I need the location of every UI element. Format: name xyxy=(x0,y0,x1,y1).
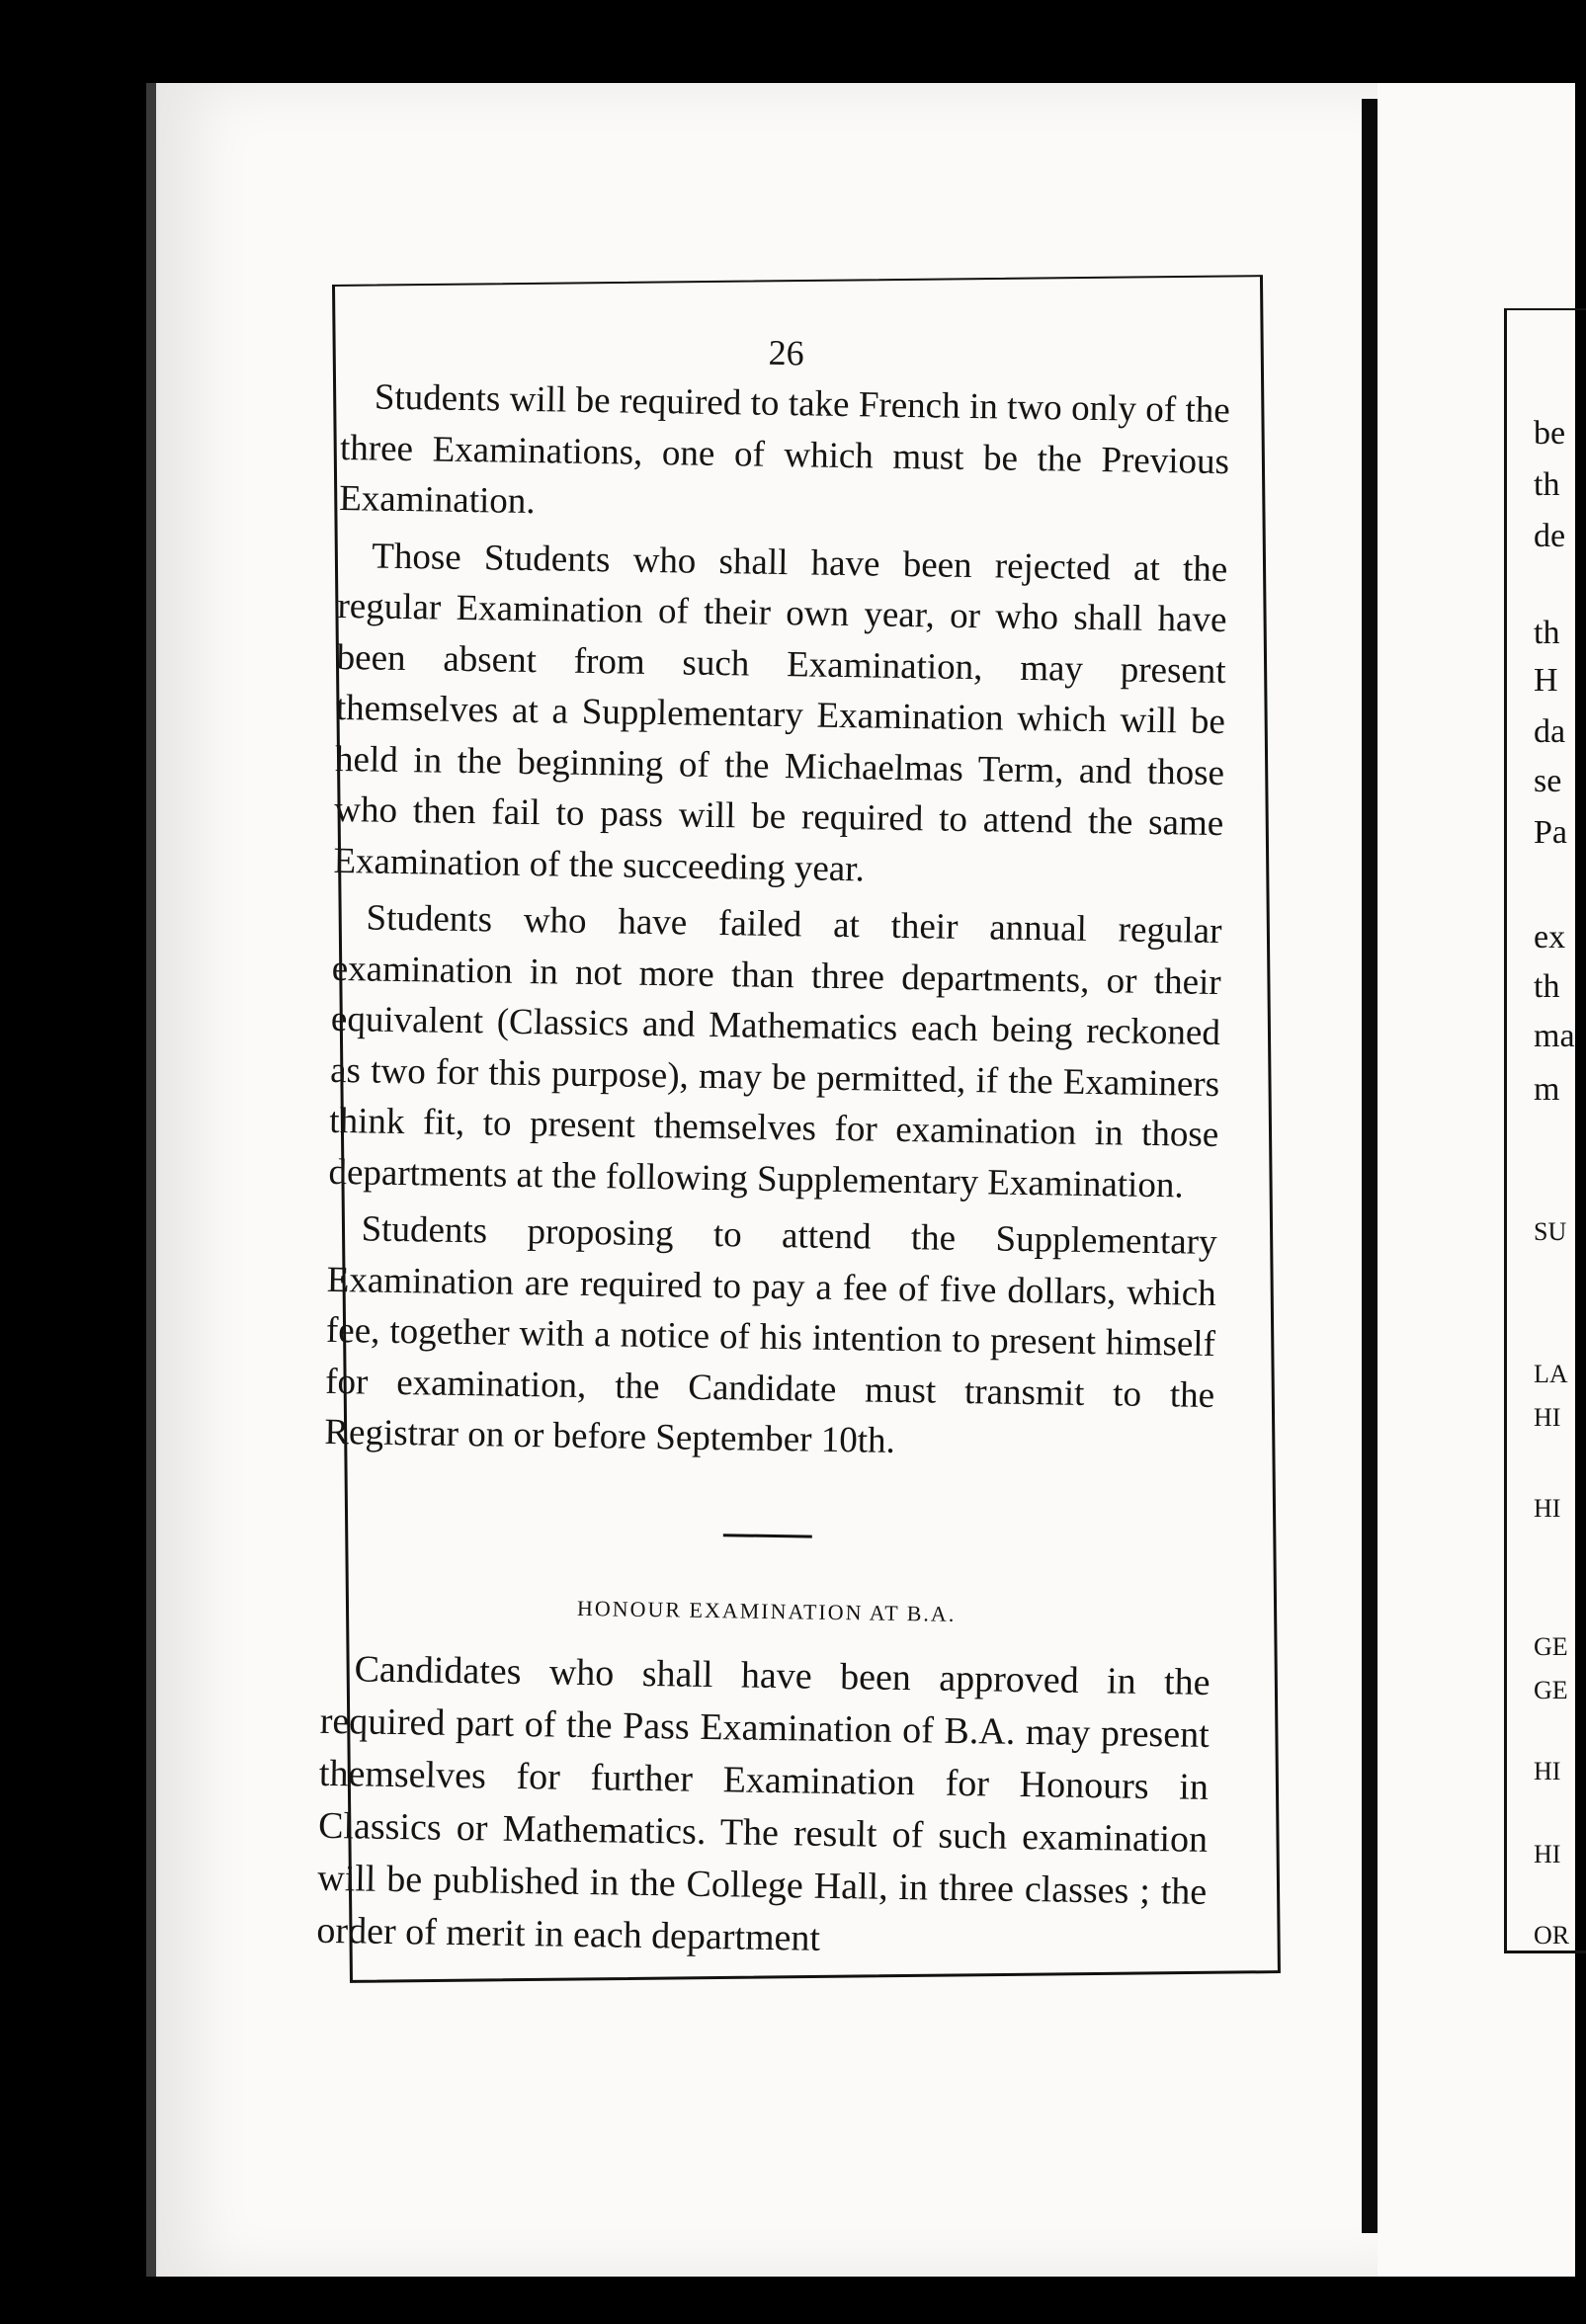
facing-fragment: be xyxy=(1534,415,1566,452)
facing-fragment: th xyxy=(1534,968,1560,1005)
book-gutter xyxy=(1362,99,1377,2233)
facing-fragment: m xyxy=(1534,1071,1560,1108)
facing-fragment: LA xyxy=(1534,1360,1568,1388)
facing-fragment: da xyxy=(1534,713,1566,750)
facing-fragment: se xyxy=(1534,763,1562,799)
facing-fragment: de xyxy=(1534,518,1566,554)
facing-fragment: HI xyxy=(1534,1494,1561,1523)
facing-fragment: SU xyxy=(1534,1217,1567,1246)
paragraph-failed-departments: Students who have failed at their annual regular examination in not more than three departments, or their equivalent (Classics and Mathematics each being reckoned as two for this purpose), may be permitted, if the Examiners think fit, to present themselves for examination in those departments at the following Supplementary Examination. xyxy=(328,897,1222,1205)
facing-fragment: ex xyxy=(1534,919,1566,955)
facing-fragment: HI xyxy=(1534,1840,1561,1868)
paragraph-rejected-students: Those Students who shall have been rejected at the regular Examination of their own year, or who shall have been absent from such Examination, may present themselves at a Supplementary Examination which will be held in the beginning of the Michaelmas Term, and those who then fail to pass will be required to attend the same Examination of the succeeding year. xyxy=(333,536,1228,889)
facing-fragment: HI xyxy=(1534,1403,1561,1432)
facing-fragment: GE xyxy=(1534,1676,1568,1704)
facing-fragment: ma xyxy=(1534,1018,1575,1054)
paragraph-french-requirement: Students will be required to take French in two only of the three Examinations, one of which must be the Previous Examination. xyxy=(338,376,1231,523)
facing-fragment: H xyxy=(1534,662,1558,699)
section-divider xyxy=(723,1534,812,1537)
page-number: 26 xyxy=(768,332,804,374)
facing-fragment: OR xyxy=(1534,1921,1570,1950)
paragraph-supplementary-fee: Students proposing to attend the Supplementary Examination are required to pay a fee of five dollars, which fee, together with a notice of his intention to present himself for examination, the Candidate must transmit to the Registrar on or before September 10th. xyxy=(324,1208,1217,1461)
facing-fragment: HI xyxy=(1534,1757,1561,1785)
page-text-block xyxy=(316,326,1231,1976)
facing-fragment: th xyxy=(1534,615,1560,651)
facing-fragment: th xyxy=(1534,466,1560,503)
paragraph-honour-candidates: Candidates who shall have been approved in the required part of the Pass Examination of B.A. may present themselves for further Examination for Honours in Classics or Mathematics. The result of such examination will be published in the College Hall, in three classes ; the order of merit in each department xyxy=(316,1647,1210,1959)
section-heading: HONOUR EXAMINATION AT B.A. xyxy=(576,1595,957,1626)
facing-fragment: Pa xyxy=(1534,814,1567,851)
facing-fragment: GE xyxy=(1534,1632,1568,1661)
